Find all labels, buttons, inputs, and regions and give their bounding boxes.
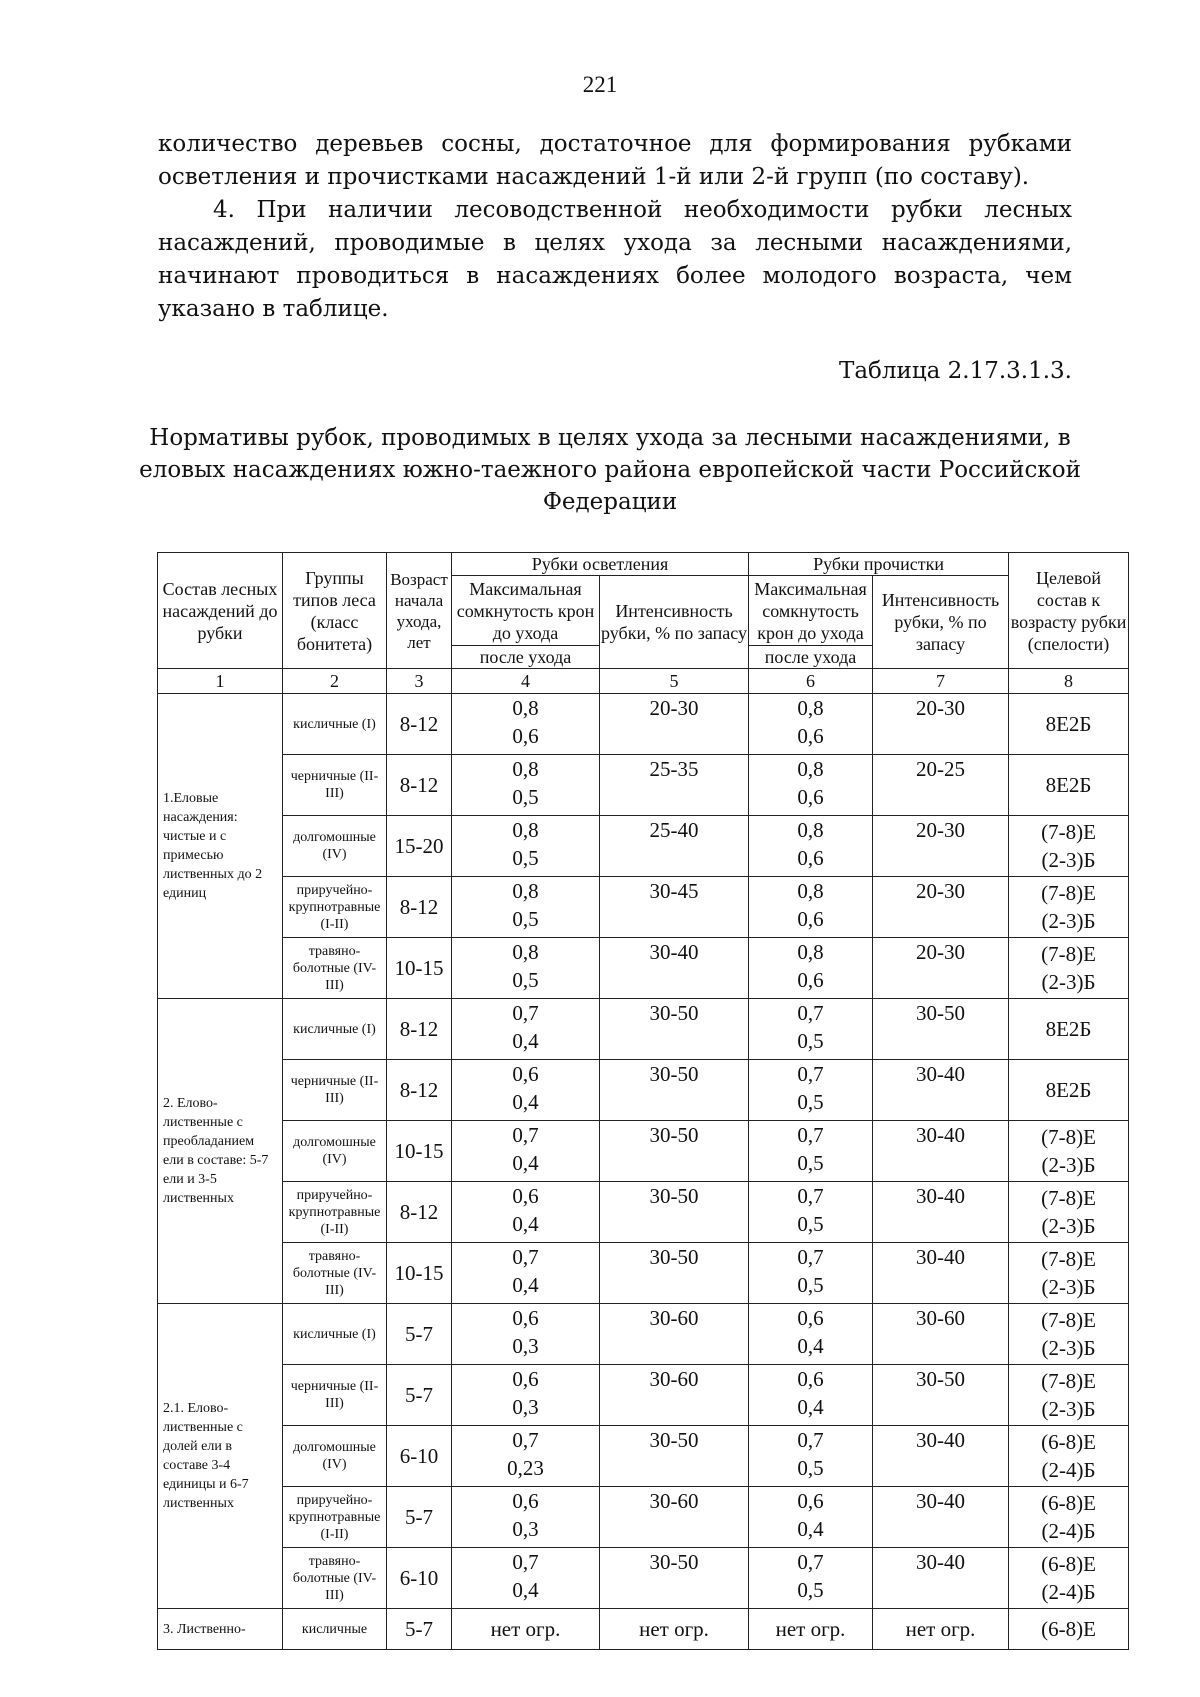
lightening-intensity-cell: 25-35 [600,755,749,816]
cell-value: 0,8 [797,757,824,781]
forest-group-cell: черничные (II-III) [283,755,387,816]
column-number: 7 [873,669,1009,694]
start-age-cell: 8-12 [387,694,452,755]
lightening-intensity-cell: 30-50 [600,1121,749,1182]
target-composition-cell: (6-8)Е [1009,1609,1129,1650]
start-age-cell: 8-12 [387,1060,452,1121]
lightening-intensity-cell: 30-50 [600,1182,749,1243]
header-after-care: после ухода [452,646,600,669]
cleaning-intensity-cell: 30-40 [873,1487,1009,1548]
table-row [158,1426,1129,1487]
lightening-intensity-cell: 30-50 [600,1426,749,1487]
cell-value: 0,5 [797,1456,824,1480]
norms-table [157,552,1129,1650]
target-composition-cell [1009,1243,1129,1304]
cell-value: (2-3)Б [1041,909,1096,933]
table-row [158,877,1129,938]
cleaning-closure-cell: нет огр. [749,1609,873,1650]
cleaning-intensity-cell: 30-40 [873,1243,1009,1304]
cleaning-closure-cell [749,755,873,816]
cleaning-closure-cell [749,877,873,938]
target-composition-cell: 8Е2Б [1009,999,1129,1060]
cell-value: 0,6 [797,968,824,992]
column-number-row [158,669,1129,694]
cell-value: 0,7 [512,1123,539,1147]
header-max-closure: Максимальная сомкнутость крон до ухода [749,576,873,646]
header-composition: Состав лесных насаждений до рубки [158,553,283,669]
cell-value: 0,7 [797,1123,824,1147]
cell-value: 0,6 [797,1489,824,1513]
forest-group-cell: травяно-болотные (IV-III) [283,1548,387,1609]
lightening-intensity-cell: 30-60 [600,1487,749,1548]
cleaning-intensity-cell: 30-60 [873,1304,1009,1365]
cell-value: 0,4 [512,1212,539,1236]
target-composition-cell [1009,1304,1129,1365]
forest-group-cell: черничные (II-III) [283,1060,387,1121]
cell-value: (2-3)Б [1041,1397,1096,1421]
table-row [158,1243,1129,1304]
column-number: 2 [283,669,387,694]
cell-value: 0,4 [512,1029,539,1053]
lightening-closure-cell [452,1304,600,1365]
column-number: 1 [158,669,283,694]
cleaning-closure-cell [749,1304,873,1365]
target-composition-cell [1009,938,1129,999]
cleaning-intensity-cell: 20-30 [873,816,1009,877]
cleaning-intensity-cell: 20-25 [873,755,1009,816]
cleaning-intensity-cell: 30-40 [873,1548,1009,1609]
table-row [158,1304,1129,1365]
lightening-intensity-cell: нет огр. [600,1609,749,1650]
cell-value: 0,6 [797,846,824,870]
body-paragraph: 4. При наличии лесоводственной необходимости рубки лесных насаждений, проводимые в целях ухода за лесными насаждениями, начинают проводиться в насаждениях более молодого возраста, чем указано в таблице. [158,197,1072,322]
cleaning-intensity-cell: 20-30 [873,877,1009,938]
cell-value: 0,23 [507,1456,544,1480]
table-row [158,1365,1129,1426]
cell-value: 0,5 [512,785,539,809]
table-row [158,1487,1129,1548]
table-row [158,1182,1129,1243]
target-composition-cell: 8Е2Б [1009,1060,1129,1121]
table-label: Таблица 2.17.3.1.3. [838,358,1072,384]
lightening-closure-cell [452,1426,600,1487]
start-age-cell: 6-10 [387,1426,452,1487]
cell-value: 0,7 [797,1245,824,1269]
cleaning-intensity-cell: 20-30 [873,938,1009,999]
start-age-cell: 5-7 [387,1365,452,1426]
category-cell: 1.Еловые насаждения: чистые и с примесью лиственных до 2 единиц [158,694,283,999]
lightening-intensity-cell: 30-50 [600,1243,749,1304]
forest-group-cell: кисличные (I) [283,1304,387,1365]
cell-value: 0,6 [512,1489,539,1513]
lightening-closure-cell [452,1487,600,1548]
forest-group-cell: травяно-болотные (IV-III) [283,1243,387,1304]
cell-value: 0,6 [512,1184,539,1208]
cell-value: 0,8 [512,879,539,903]
start-age-cell: 10-15 [387,1243,452,1304]
cell-value: 0,5 [512,968,539,992]
cleaning-intensity-cell: 30-40 [873,1182,1009,1243]
cell-value: 0,7 [512,1550,539,1574]
header-max-closure: Максимальная сомкнутость крон до ухода [452,576,600,646]
lightening-intensity-cell: 30-50 [600,1548,749,1609]
lightening-closure-cell [452,877,600,938]
category-cell: 3. Лиственно- [158,1609,283,1650]
start-age-cell: 10-15 [387,1121,452,1182]
cell-value: (2-3)Б [1041,1153,1096,1177]
cell-value: 0,6 [797,724,824,748]
cleaning-intensity-cell: 30-40 [873,1060,1009,1121]
table-row [158,1548,1129,1609]
start-age-cell: 8-12 [387,877,452,938]
cell-value: 0,8 [512,696,539,720]
target-composition-cell [1009,877,1129,938]
cleaning-intensity-cell: 30-50 [873,999,1009,1060]
cell-value: 0,5 [797,1578,824,1602]
cell-value: 0,6 [797,907,824,931]
cell-value: 0,4 [797,1395,824,1419]
cleaning-closure-cell [749,1121,873,1182]
table-row [158,1060,1129,1121]
cleaning-intensity-cell: 30-40 [873,1426,1009,1487]
cell-value: (2-4)Б [1041,1580,1096,1604]
target-composition-cell [1009,1548,1129,1609]
cell-value: 0,4 [512,1273,539,1297]
lightening-closure-cell [452,1548,600,1609]
forest-group-cell: кисличные (I) [283,694,387,755]
cell-value: (6-8)Е [1041,1491,1096,1515]
header-start-age: Возраст начала ухода, лет [387,553,452,669]
lightening-closure-cell [452,755,600,816]
lightening-closure-cell [452,816,600,877]
cell-value: 0,5 [797,1151,824,1175]
cell-value: (7-8)Е [1041,1369,1096,1393]
cell-value: (2-3)Б [1041,848,1096,872]
table-title: Нормативы рубок, проводимых в целях ухода за лесными насаждениями, в еловых насаждениях южно-таежного района европейской части Российской Федерации [139,425,1081,515]
lightening-intensity-cell: 25-40 [600,816,749,877]
category-cell: 2. Елово-лиственные с преобладанием ели в составе: 5-7 ели и 3-5 лиственных [158,999,283,1304]
target-composition-cell [1009,1365,1129,1426]
start-age-cell: 5-7 [387,1487,452,1548]
header-lightening: Рубки осветления [452,553,749,576]
cell-value: 0,7 [797,1550,824,1574]
start-age-cell: 5-7 [387,1304,452,1365]
cell-value: (7-8)Е [1041,1247,1096,1271]
cleaning-intensity-cell: 20-30 [873,694,1009,755]
forest-group-cell: кисличные [283,1609,387,1650]
target-composition-cell [1009,1426,1129,1487]
cell-value: (7-8)Е [1041,1186,1096,1210]
cell-value: 0,6 [797,1367,824,1391]
lightening-intensity-cell: 30-60 [600,1365,749,1426]
forest-group-cell: приручейно-крупнотравные (I-II) [283,877,387,938]
cleaning-intensity-cell: 30-50 [873,1365,1009,1426]
forest-group-cell: долгомошные (IV) [283,816,387,877]
cell-value: 0,7 [797,1184,824,1208]
cell-value: 0,7 [512,1428,539,1452]
forest-group-cell: черничные (II-III) [283,1365,387,1426]
column-number: 4 [452,669,600,694]
cleaning-closure-cell [749,1060,873,1121]
cleaning-closure-cell [749,694,873,755]
cell-value: (2-4)Б [1041,1458,1096,1482]
forest-group-cell: кисличные (I) [283,999,387,1060]
cell-value: 0,6 [797,785,824,809]
cell-value: 0,8 [512,757,539,781]
cleaning-closure-cell [749,1182,873,1243]
cell-value: 0,5 [797,1212,824,1236]
start-age-cell: 8-12 [387,1182,452,1243]
column-number: 3 [387,669,452,694]
cell-value: 0,4 [512,1578,539,1602]
cell-value: 0,4 [512,1090,539,1114]
header-target: Целевой состав к возрасту рубки (спелости) [1009,553,1129,669]
lightening-closure-cell [452,1121,600,1182]
cleaning-closure-cell [749,938,873,999]
cell-value: 0,7 [797,1001,824,1025]
lightening-closure-cell [452,1060,600,1121]
cell-value: 0,3 [512,1395,539,1419]
cleaning-closure-cell [749,1365,873,1426]
lightening-intensity-cell: 30-60 [600,1304,749,1365]
cleaning-closure-cell [749,1426,873,1487]
target-composition-cell: 8Е2Б [1009,755,1129,816]
lightening-closure-cell [452,694,600,755]
cell-value: (2-3)Б [1041,970,1096,994]
cell-value: 0,7 [797,1062,824,1086]
table-row [158,1121,1129,1182]
target-composition-cell [1009,1182,1129,1243]
cell-value: (2-3)Б [1041,1336,1096,1360]
cell-value: 0,6 [512,1367,539,1391]
column-number: 6 [749,669,873,694]
cleaning-intensity-cell: нет огр. [873,1609,1009,1650]
cell-value: 0,6 [512,1306,539,1330]
cell-value: 0,4 [797,1517,824,1541]
cell-value: 0,8 [797,696,824,720]
table-row [158,999,1129,1060]
table-row [158,938,1129,999]
cell-value: 0,3 [512,1334,539,1358]
header-intensity: Интенсивность рубки, % по запасу [873,576,1009,669]
cell-value: 0,4 [512,1151,539,1175]
cell-value: (6-8)Е [1041,1552,1096,1576]
forest-group-cell: приручейно-крупнотравные (I-II) [283,1182,387,1243]
header-forest-groups: Группы типов леса (класс бонитета) [283,553,387,669]
cell-value: 0,5 [797,1029,824,1053]
start-age-cell: 8-12 [387,755,452,816]
cell-value: 0,8 [797,879,824,903]
start-age-cell: 10-15 [387,938,452,999]
lightening-closure-cell [452,938,600,999]
cleaning-closure-cell [749,1487,873,1548]
cell-value: (2-4)Б [1041,1519,1096,1543]
cell-value: 0,4 [797,1334,824,1358]
cell-value: 0,5 [797,1090,824,1114]
lightening-intensity-cell: 30-50 [600,1060,749,1121]
cell-value: (7-8)Е [1041,820,1096,844]
cell-value: (7-8)Е [1041,942,1096,966]
cell-value: 0,8 [512,818,539,842]
start-age-cell: 15-20 [387,816,452,877]
start-age-cell: 5-7 [387,1609,452,1650]
forest-group-cell: травяно-болотные (IV-III) [283,938,387,999]
cleaning-closure-cell [749,816,873,877]
target-composition-cell [1009,1121,1129,1182]
lightening-intensity-cell: 30-45 [600,877,749,938]
cleaning-closure-cell [749,1548,873,1609]
cell-value: 0,6 [797,1306,824,1330]
cell-value: 0,8 [797,940,824,964]
cell-value: (7-8)Е [1041,881,1096,905]
cell-value: 0,8 [797,818,824,842]
column-number: 5 [600,669,749,694]
lightening-closure-cell [452,999,600,1060]
page-number: 221 [582,72,618,97]
table-row [158,755,1129,816]
cell-value: 0,5 [797,1273,824,1297]
cell-value: (7-8)Е [1041,1125,1096,1149]
cell-value: 0,7 [797,1428,824,1452]
cell-value: (7-8)Е [1041,1308,1096,1332]
cell-value: 0,6 [512,724,539,748]
forest-group-cell: приручейно-крупнотравные (I-II) [283,1487,387,1548]
start-age-cell: 6-10 [387,1548,452,1609]
lightening-closure-cell: нет огр. [452,1609,600,1650]
target-composition-cell: 8Е2Б [1009,694,1129,755]
column-number: 8 [1009,669,1129,694]
cell-value: (2-3)Б [1041,1275,1096,1299]
forest-group-cell: долгомошные (IV) [283,1426,387,1487]
header-intensity: Интенсивность рубки, % по запасу [600,576,749,669]
forest-group-cell: долгомошные (IV) [283,1121,387,1182]
header-after-care: после ухода [749,646,873,669]
cleaning-closure-cell [749,999,873,1060]
table-row [158,816,1129,877]
cell-value: 0,6 [512,1062,539,1086]
header-cleaning: Рубки прочистки [749,553,1009,576]
cell-value: (2-3)Б [1041,1214,1096,1238]
lightening-intensity-cell: 30-40 [600,938,749,999]
cleaning-intensity-cell: 30-40 [873,1121,1009,1182]
cell-value: (6-8)Е [1041,1430,1096,1454]
cell-value: 0,3 [512,1517,539,1541]
target-composition-cell [1009,1487,1129,1548]
start-age-cell: 8-12 [387,999,452,1060]
lightening-intensity-cell: 20-30 [600,694,749,755]
category-cell: 2.1. Елово-лиственные с долей ели в составе 3-4 единицы и 6-7 лиственных [158,1304,283,1609]
lightening-closure-cell [452,1365,600,1426]
target-composition-cell [1009,816,1129,877]
lightening-closure-cell [452,1182,600,1243]
cell-value: 0,8 [512,940,539,964]
cell-value: 0,5 [512,907,539,931]
table-row [158,1609,1129,1650]
body-paragraph: количество деревьев сосны, достаточное для формирования рубками осветления и прочистками насаждений 1-й или 2-й групп (по составу). [158,131,1072,190]
cell-value: 0,7 [512,1001,539,1025]
table-row [158,694,1129,755]
cell-value: 0,7 [512,1245,539,1269]
cell-value: 0,5 [512,846,539,870]
lightening-closure-cell [452,1243,600,1304]
lightening-intensity-cell: 30-50 [600,999,749,1060]
cleaning-closure-cell [749,1243,873,1304]
